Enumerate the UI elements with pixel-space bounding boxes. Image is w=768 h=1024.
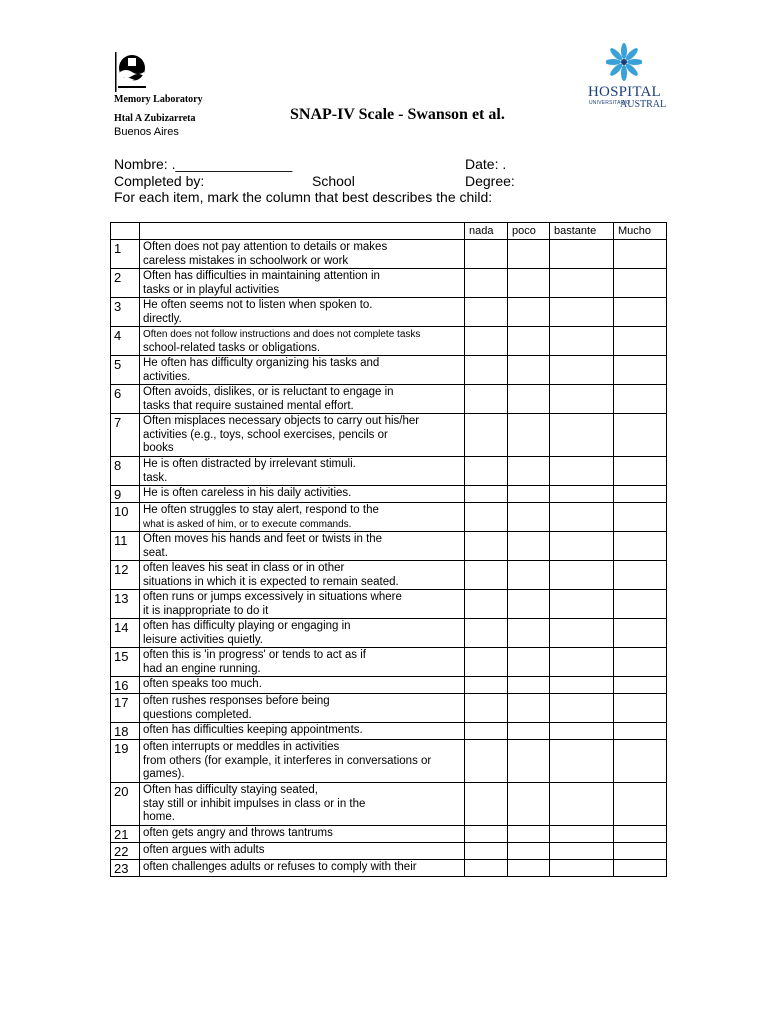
item-number: 4: [111, 327, 140, 356]
item-text: [140, 457, 465, 486]
answer-cell-poco[interactable]: [508, 414, 550, 457]
item-text-line: stay still or inhibit impulses in class or in the: [143, 797, 366, 810]
answer-cell-bastante[interactable]: [550, 486, 614, 503]
school-label: School: [312, 173, 355, 189]
answer-cell-nada[interactable]: [465, 860, 508, 877]
hospital-short-name: Htal A Zubizarreta: [114, 113, 196, 124]
answer-cell-poco[interactable]: [508, 486, 550, 503]
item-text-line: He is often careless in his daily activities.: [143, 487, 352, 499]
item-text: [140, 385, 465, 414]
answer-cell-bastante[interactable]: [550, 356, 614, 385]
memory-lab-logo: [114, 52, 148, 92]
item-text: [140, 826, 465, 843]
item-number: 6: [111, 385, 140, 414]
answer-cell-poco[interactable]: [508, 843, 550, 860]
answer-cell-poco[interactable]: [508, 860, 550, 877]
answer-cell-nada[interactable]: [465, 677, 508, 694]
answer-cell-mucho[interactable]: [614, 327, 667, 356]
answer-cell-nada[interactable]: [465, 723, 508, 740]
answer-cell-mucho[interactable]: [614, 240, 667, 269]
item-text-line: often challenges adults or refuses to comply with their: [143, 861, 417, 873]
table-row: [111, 740, 667, 783]
answer-cell-nada[interactable]: [465, 532, 508, 561]
item-number: 10: [111, 503, 140, 532]
answer-cell-mucho[interactable]: [614, 843, 667, 860]
column-header-mucho: Mucho: [614, 223, 667, 240]
answer-cell-mucho[interactable]: [614, 561, 667, 590]
item-text: [140, 486, 465, 503]
snap-iv-table: [110, 222, 667, 877]
item-text: [140, 619, 465, 648]
item-text-line: often leaves his seat in class or in other: [143, 562, 345, 574]
item-text: [140, 414, 465, 457]
answer-cell-nada[interactable]: [465, 356, 508, 385]
item-text: [140, 532, 465, 561]
answer-cell-mucho[interactable]: [614, 826, 667, 843]
answer-cell-mucho[interactable]: [614, 619, 667, 648]
item-text-line: directly.: [143, 312, 182, 325]
item-number: 15: [111, 648, 140, 677]
answer-cell-poco[interactable]: [508, 385, 550, 414]
answer-cell-poco[interactable]: [508, 561, 550, 590]
header-number-cell: [111, 223, 140, 240]
item-text-line: situations in which it is expected to remain seated.: [143, 575, 399, 588]
answer-cell-mucho[interactable]: [614, 414, 667, 457]
item-text-line: task.: [143, 471, 168, 484]
column-header-bastante: bastante: [550, 223, 614, 240]
answer-cell-bastante[interactable]: [550, 561, 614, 590]
item-number: 2: [111, 269, 140, 298]
item-text-line: Often has difficulties in maintaining attention in: [143, 270, 380, 282]
table-row: [111, 648, 667, 677]
item-text-line: He is often distracted by irrelevant stimuli.: [143, 458, 356, 470]
answer-cell-bastante[interactable]: [550, 457, 614, 486]
hospital-logo-word: HOSPITAL: [588, 84, 661, 100]
table-row: [111, 677, 667, 694]
answer-cell-poco[interactable]: [508, 783, 550, 826]
table-row: [111, 457, 667, 486]
item-text-line: seat.: [143, 546, 168, 559]
item-text-line: often rushes responses before being: [143, 695, 330, 707]
table-header-row: [111, 223, 667, 240]
answer-cell-poco[interactable]: [508, 590, 550, 619]
column-header-nada: nada: [465, 223, 508, 240]
answer-cell-poco[interactable]: [508, 240, 550, 269]
date-field-label: Date: .: [465, 156, 507, 172]
item-text-line: Often does not pay attention to details or makes: [143, 241, 388, 253]
table-row: [111, 843, 667, 860]
answer-cell-poco[interactable]: [508, 694, 550, 723]
item-text-line: activities.: [143, 370, 191, 383]
item-text-line: often has difficulties keeping appointments.: [143, 724, 363, 736]
answer-cell-bastante[interactable]: [550, 619, 614, 648]
answer-cell-nada[interactable]: [465, 783, 508, 826]
completed-by-label: Completed by:: [114, 173, 205, 189]
city: Buenos Aires: [114, 126, 179, 138]
item-text-line: Often does not follow instructions and does not complete tasks: [143, 329, 421, 340]
item-text-line: He often struggles to stay alert, respond to the: [143, 504, 379, 516]
item-number: 12: [111, 561, 140, 590]
hospital-logo-austral: AUSTRAL: [620, 99, 667, 110]
answer-cell-nada[interactable]: [465, 503, 508, 532]
item-text-line: careless mistakes in schoolwork or work: [143, 254, 349, 267]
item-text-line: often this is 'in progress' or tends to act as if: [143, 649, 366, 661]
answer-cell-mucho[interactable]: [614, 860, 667, 877]
item-text-line: it is inappropriate to do it: [143, 604, 269, 617]
table-row: [111, 327, 667, 356]
item-number: 5: [111, 356, 140, 385]
table-row: [111, 269, 667, 298]
table-row: [111, 356, 667, 385]
answer-cell-poco[interactable]: [508, 503, 550, 532]
header-item-cell: [140, 223, 465, 240]
item-text-line: leisure activities quietly.: [143, 633, 263, 646]
answer-cell-poco[interactable]: [508, 677, 550, 694]
answer-cell-mucho[interactable]: [614, 385, 667, 414]
table-row: [111, 723, 667, 740]
answer-cell-bastante[interactable]: [550, 843, 614, 860]
answer-cell-bastante[interactable]: [550, 648, 614, 677]
item-number: 22: [111, 843, 140, 860]
table-row: [111, 619, 667, 648]
name-field-label: Nombre: ._______________: [114, 156, 293, 172]
item-number: 9: [111, 486, 140, 503]
table-row: [111, 783, 667, 826]
item-text: [140, 240, 465, 269]
answer-cell-poco[interactable]: [508, 327, 550, 356]
item-text: [140, 677, 465, 694]
answer-cell-mucho[interactable]: [614, 783, 667, 826]
table-row: [111, 298, 667, 327]
table-row: [111, 826, 667, 843]
answer-cell-nada[interactable]: [465, 240, 508, 269]
hospital-logo-subtext: UNIVERSITARIO: [589, 100, 631, 106]
item-text-line: Often avoids, dislikes, or is reluctant to engage in: [143, 386, 394, 398]
answer-cell-mucho[interactable]: [614, 648, 667, 677]
answer-cell-mucho[interactable]: [614, 677, 667, 694]
table-row: [111, 532, 667, 561]
item-text-line: questions completed.: [143, 708, 252, 721]
item-text: [140, 298, 465, 327]
answer-cell-poco[interactable]: [508, 740, 550, 783]
item-number: 7: [111, 414, 140, 457]
item-text-line: tasks that require sustained mental effort.: [143, 399, 354, 412]
answer-cell-poco[interactable]: [508, 648, 550, 677]
table-row: [111, 590, 667, 619]
item-text-line: often interrupts or meddles in activities: [143, 741, 340, 753]
table-row: [111, 503, 667, 532]
answer-cell-mucho[interactable]: [614, 503, 667, 532]
answer-cell-bastante[interactable]: [550, 677, 614, 694]
document-title: SNAP-IV Scale - Swanson et al.: [290, 106, 505, 123]
item-text-line: Often moves his hands and feet or twists in the: [143, 533, 383, 545]
answer-cell-nada[interactable]: [465, 327, 508, 356]
answer-cell-mucho[interactable]: [614, 298, 667, 327]
item-text-line: often argues with adults: [143, 844, 265, 856]
item-text: [140, 356, 465, 385]
answer-cell-bastante[interactable]: [550, 327, 614, 356]
item-number: 18: [111, 723, 140, 740]
answer-cell-mucho[interactable]: [614, 269, 667, 298]
table-row: [111, 860, 667, 877]
item-text: [140, 723, 465, 740]
answer-cell-bastante[interactable]: [550, 414, 614, 457]
answer-cell-bastante[interactable]: [550, 503, 614, 532]
item-number: 14: [111, 619, 140, 648]
item-number: 17: [111, 694, 140, 723]
table-row: [111, 561, 667, 590]
item-text: [140, 843, 465, 860]
table-row: [111, 694, 667, 723]
answer-cell-nada[interactable]: [465, 269, 508, 298]
answer-cell-mucho[interactable]: [614, 486, 667, 503]
answer-cell-bastante[interactable]: [550, 269, 614, 298]
answer-cell-mucho[interactable]: [614, 694, 667, 723]
item-number: 8: [111, 457, 140, 486]
item-text: [140, 740, 465, 783]
answer-cell-bastante[interactable]: [550, 783, 614, 826]
answer-cell-nada[interactable]: [465, 619, 508, 648]
answer-cell-nada[interactable]: [465, 740, 508, 783]
item-number: 13: [111, 590, 140, 619]
answer-cell-bastante[interactable]: [550, 860, 614, 877]
answer-cell-poco[interactable]: [508, 619, 550, 648]
answer-cell-mucho[interactable]: [614, 740, 667, 783]
answer-cell-nada[interactable]: [465, 648, 508, 677]
answer-cell-bastante[interactable]: [550, 723, 614, 740]
item-number: 23: [111, 860, 140, 877]
answer-cell-mucho[interactable]: [614, 532, 667, 561]
item-number: 11: [111, 532, 140, 561]
item-text-line: tasks or in playful activities: [143, 283, 280, 296]
star-icon: [606, 42, 642, 82]
item-number: 1: [111, 240, 140, 269]
item-text-line: He often has difficulty organizing his tasks and: [143, 357, 380, 369]
item-number: 21: [111, 826, 140, 843]
answer-cell-nada[interactable]: [465, 385, 508, 414]
answer-cell-nada[interactable]: [465, 486, 508, 503]
answer-cell-poco[interactable]: [508, 356, 550, 385]
item-text: [140, 860, 465, 877]
instructions: For each item, mark the column that best describes the child:: [114, 189, 493, 205]
answer-cell-bastante[interactable]: [550, 385, 614, 414]
item-text-line: often runs or jumps excessively in situations where: [143, 591, 402, 603]
item-text: [140, 694, 465, 723]
answer-cell-bastante[interactable]: [550, 240, 614, 269]
answer-cell-poco[interactable]: [508, 723, 550, 740]
table-row: [111, 486, 667, 503]
answer-cell-nada[interactable]: [465, 414, 508, 457]
answer-cell-nada[interactable]: [465, 561, 508, 590]
answer-cell-mucho[interactable]: [614, 723, 667, 740]
item-number: 19: [111, 740, 140, 783]
answer-cell-bastante[interactable]: [550, 826, 614, 843]
item-text: [140, 590, 465, 619]
item-text-line: He often seems not to listen when spoken to.: [143, 299, 373, 311]
item-text: [140, 327, 465, 356]
column-header-poco: poco: [508, 223, 550, 240]
answer-cell-poco[interactable]: [508, 532, 550, 561]
answer-cell-bastante[interactable]: [550, 740, 614, 783]
item-text-line: had an engine running.: [143, 662, 261, 675]
answer-cell-nada[interactable]: [465, 694, 508, 723]
answer-cell-poco[interactable]: [508, 269, 550, 298]
item-number: 20: [111, 783, 140, 826]
answer-cell-bastante[interactable]: [550, 694, 614, 723]
item-text: [140, 648, 465, 677]
answer-cell-nada[interactable]: [465, 298, 508, 327]
item-text-line: often gets angry and throws tantrums: [143, 827, 333, 839]
item-text-line: Often has difficulty staying seated,: [143, 784, 318, 796]
answer-cell-poco[interactable]: [508, 457, 550, 486]
item-text-line: from others (for example, it interferes in conversations or: [143, 754, 432, 767]
item-text-line: games).: [143, 768, 185, 780]
answer-cell-nada[interactable]: [465, 826, 508, 843]
item-number: 16: [111, 677, 140, 694]
answer-cell-bastante[interactable]: [550, 298, 614, 327]
answer-cell-poco[interactable]: [508, 826, 550, 843]
item-text: [140, 269, 465, 298]
item-text: [140, 503, 465, 532]
item-text-line: books: [143, 442, 174, 454]
item-text-line: activities (e.g., toys, school exercises, pencils or: [143, 428, 388, 441]
item-text-line: home.: [143, 811, 175, 823]
table-row: [111, 240, 667, 269]
item-text-line: Often misplaces necessary objects to carry out his/her: [143, 415, 420, 427]
answer-cell-mucho[interactable]: [614, 457, 667, 486]
lab-name: Memory Laboratory: [114, 94, 203, 105]
degree-label: Degree:: [465, 173, 515, 189]
item-number: 3: [111, 298, 140, 327]
item-text-line: often has difficulty playing or engaging in: [143, 620, 351, 632]
answer-cell-nada[interactable]: [465, 590, 508, 619]
answer-cell-bastante[interactable]: [550, 590, 614, 619]
item-text-line: school-related tasks or obligations.: [143, 341, 321, 354]
answer-cell-mucho[interactable]: [614, 590, 667, 619]
answer-cell-bastante[interactable]: [550, 532, 614, 561]
item-text: [140, 783, 465, 826]
table-row: [111, 414, 667, 457]
answer-cell-nada[interactable]: [465, 843, 508, 860]
table-row: [111, 385, 667, 414]
item-text-line: often speaks too much.: [143, 678, 262, 690]
item-text: [140, 561, 465, 590]
answer-cell-mucho[interactable]: [614, 356, 667, 385]
item-text-line: what is asked of him, or to execute commands.: [143, 518, 352, 530]
answer-cell-nada[interactable]: [465, 457, 508, 486]
answer-cell-poco[interactable]: [508, 298, 550, 327]
